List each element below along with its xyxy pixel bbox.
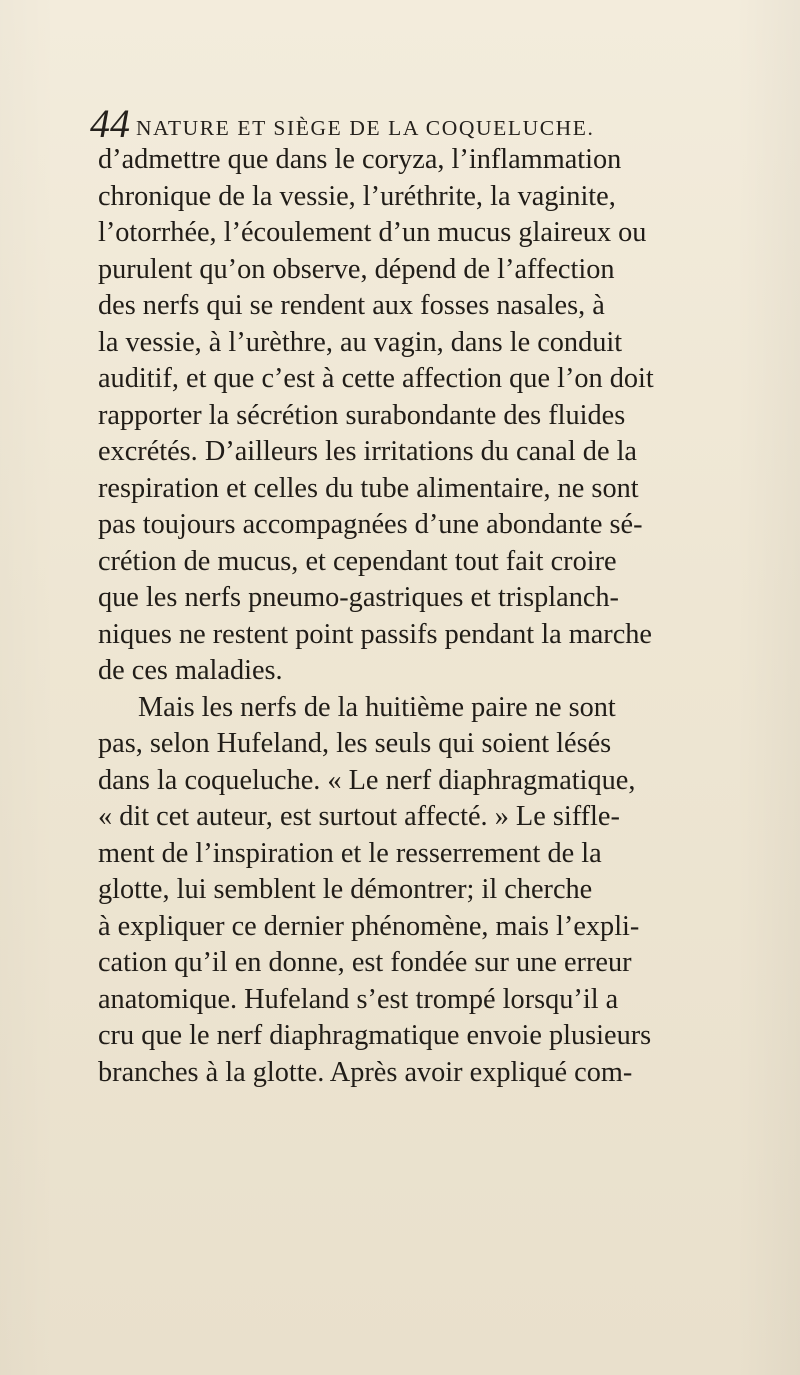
text-line: d’admettre que dans le coryza, l’inflammation — [98, 144, 622, 175]
text-line: respiration et celles du tube alimentaire, ne sont — [98, 472, 639, 504]
text-line: dans la coqueluche. « Le nerf diaphragmatique, — [98, 764, 636, 796]
text-line: branches à la glotte. Après avoir expliqué com- — [98, 1056, 633, 1088]
text-line: cru que le nerf diaphragmatique envoie plusieurs — [98, 1020, 652, 1051]
text-line: anatomique. Hufeland s’est trompé lorsqu’il a — [98, 983, 619, 1015]
text-line: la vessie, à l’urèthre, au vagin, dans le conduit — [98, 326, 623, 358]
page-header — [90, 101, 710, 146]
text-line: à expliquer ce dernier phénomène, mais l’expli- — [98, 910, 640, 942]
text-line: des nerfs qui se rendent aux fosses nasales, à — [98, 290, 605, 321]
text-line: « dit cet auteur, est surtout affecté. » Le siffle- — [98, 801, 620, 832]
text-line: ment de l’inspiration et le resserrement de la — [98, 837, 602, 869]
text-line: de ces maladies. — [98, 655, 283, 686]
paragraph-start-line: Mais les nerfs de la huitième paire ne sont — [138, 691, 616, 723]
text-line: l’otorrhée, l’écoulement d’un mucus glaireux ou — [98, 217, 647, 248]
text-line: excrétés. D’ailleurs les irritations du canal de la — [98, 436, 637, 467]
text-line: cation qu’il en donne, est fondée sur une erreur — [98, 947, 632, 978]
text-line: que les nerfs pneumo-gastriques et trisplanch- — [98, 582, 619, 613]
text-line: purulent qu’on observe, dépend de l’affection — [98, 253, 615, 285]
body-text — [98, 142, 788, 1091]
text-line: glotte, lui semblent le démontrer; il cherche — [98, 874, 593, 905]
text-line: pas, selon Hufeland, les seuls qui soient lésés — [98, 728, 612, 759]
page-number: 44 — [90, 101, 130, 146]
text-line: auditif, et que c’est à cette affection que l’on doit — [98, 363, 654, 394]
text-line: rapporter la sécrétion surabondante des fluides — [98, 399, 626, 431]
text-line: chronique de la vessie, l’uréthrite, la vaginite, — [98, 180, 616, 212]
text-line: crétion de mucus, et cependant tout fait croire — [98, 545, 617, 577]
text-line: pas toujours accompagnées d’une abondante sé- — [98, 509, 643, 540]
running-title: NATURE ET SIÈGE DE LA COQUELUCHE. — [136, 116, 595, 140]
text-line: niques ne restent point passifs pendant la marche — [98, 618, 652, 650]
